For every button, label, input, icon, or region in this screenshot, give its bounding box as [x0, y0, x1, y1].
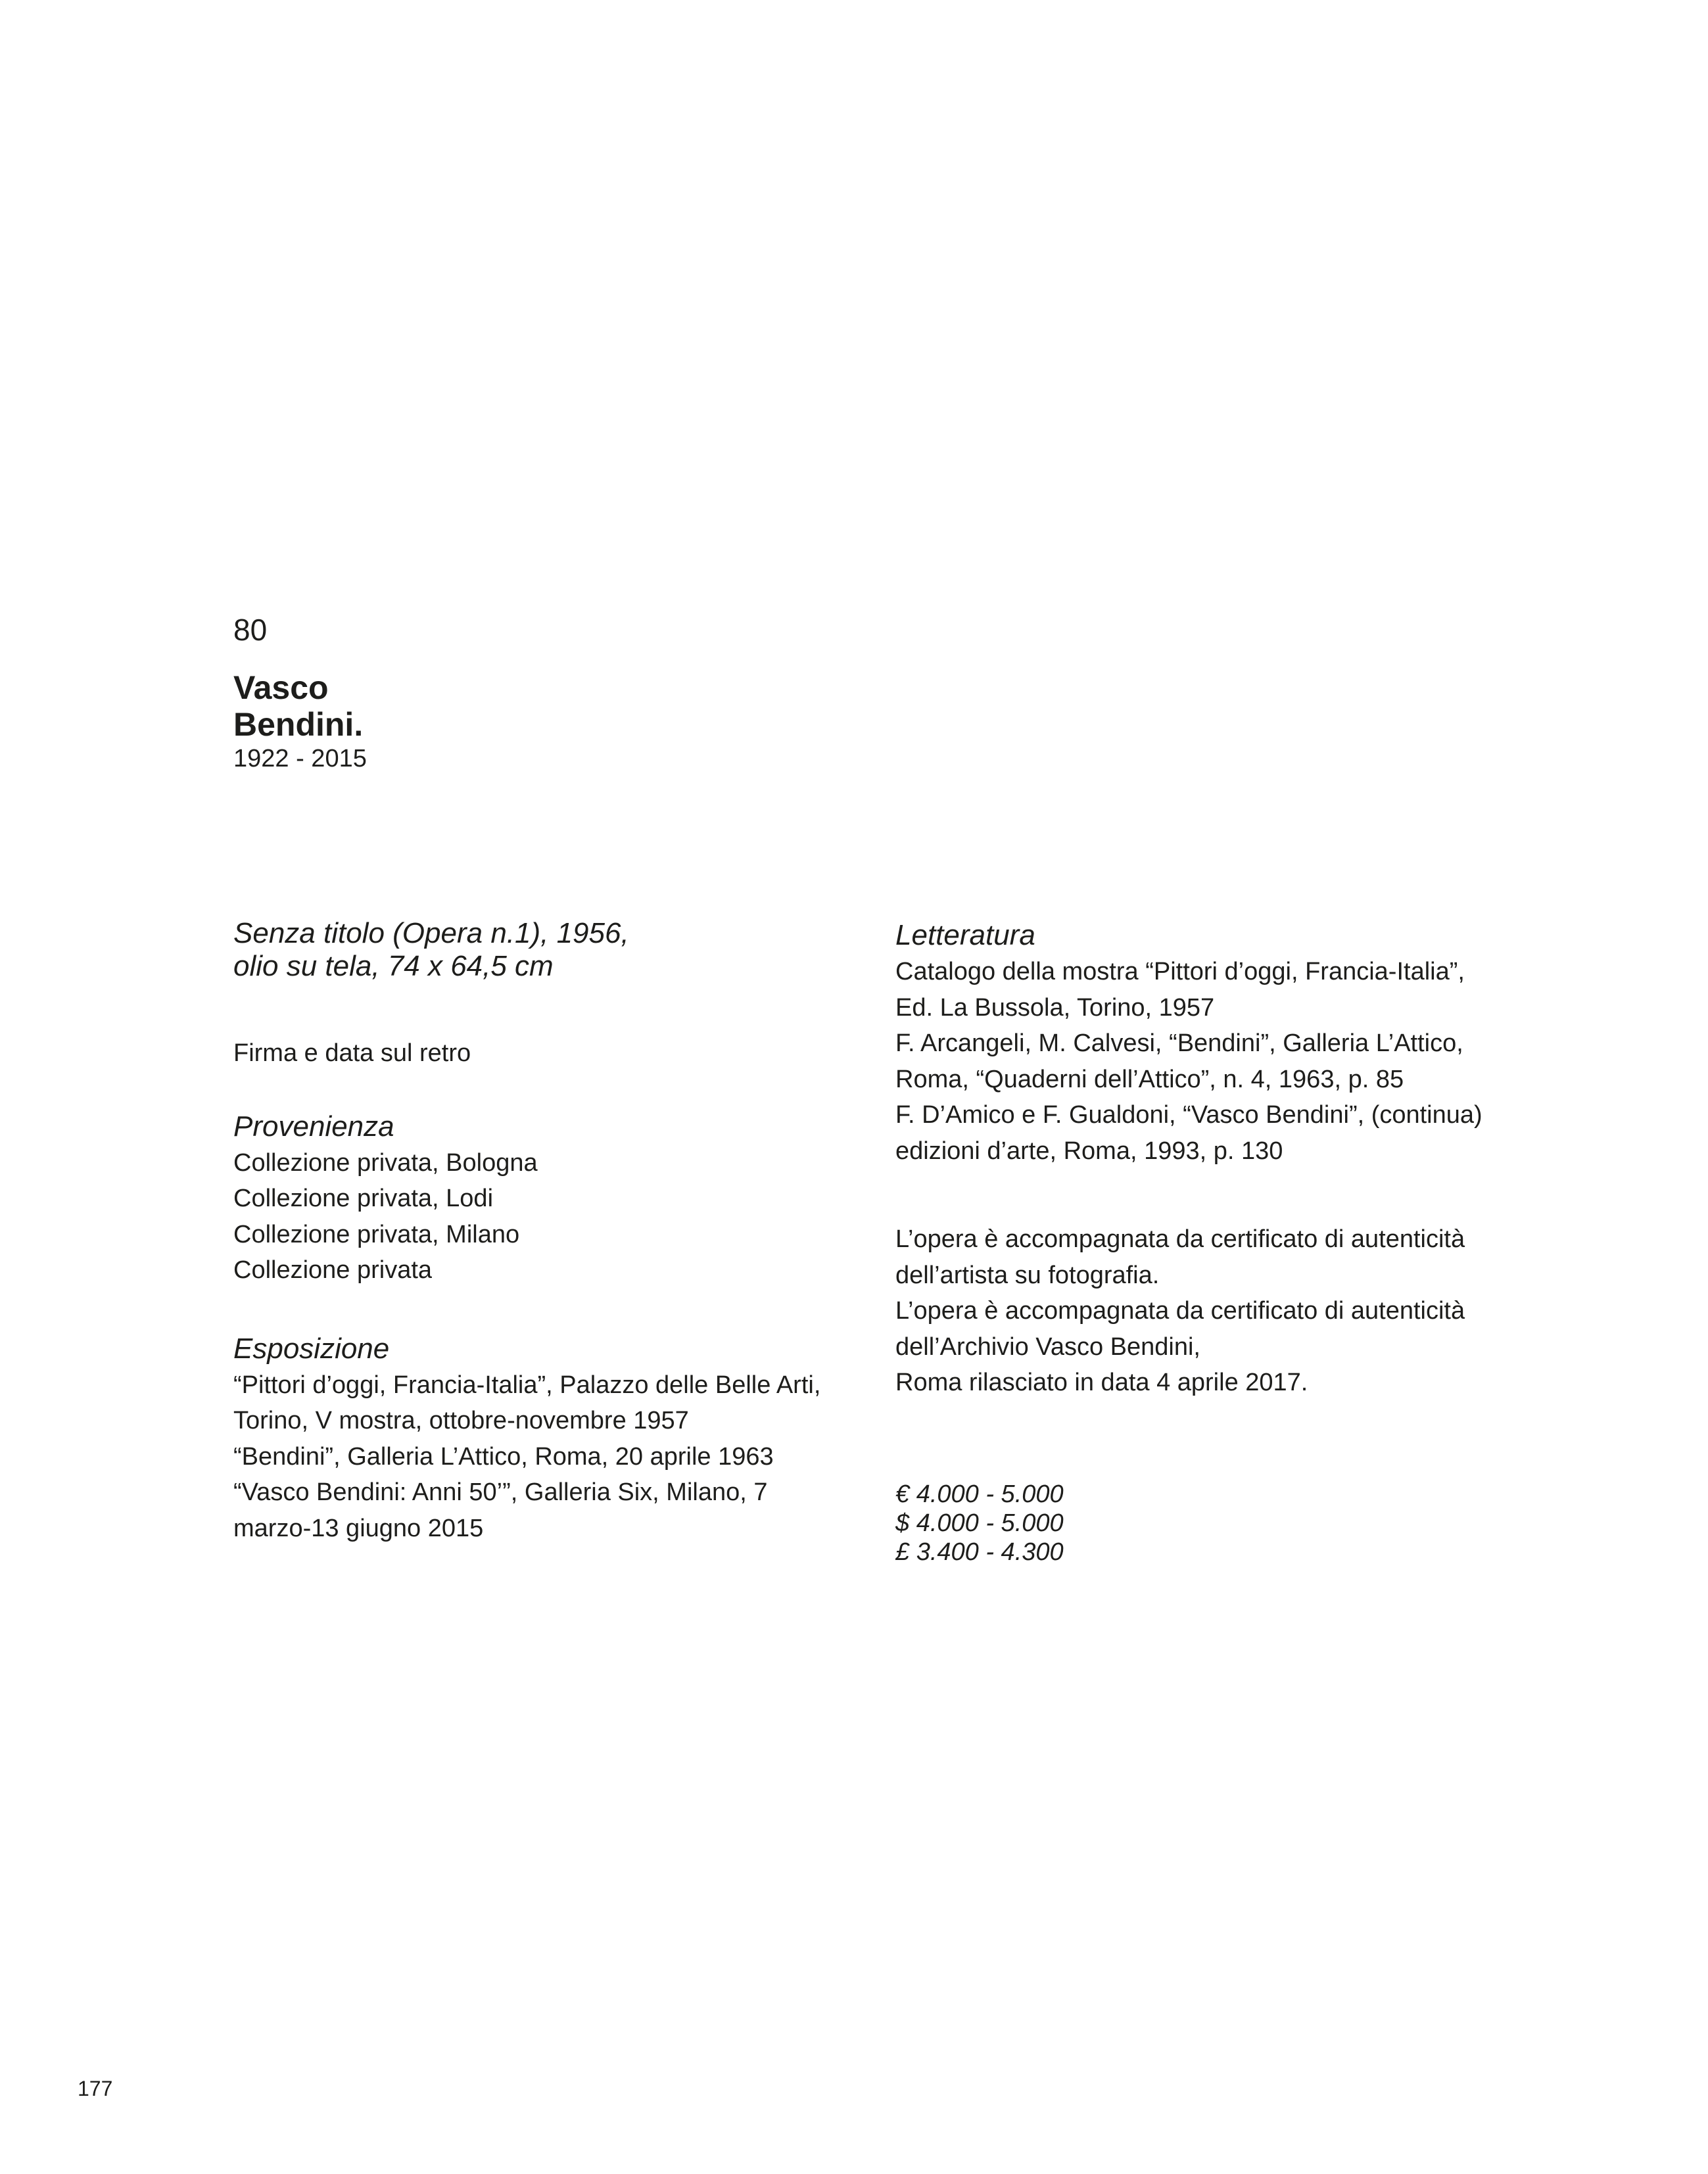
provenance-item: Collezione privata, Milano — [233, 1220, 520, 1248]
estimate-gbp: £ 3.400 - 4.300 — [895, 1538, 1064, 1566]
artwork-title — [233, 917, 851, 983]
certificate-line: L’opera è accompagnata da certificato di autenticità — [895, 1297, 1465, 1325]
provenance-item: Collezione privata, Bologna — [233, 1148, 538, 1177]
literature-line: F. Arcangeli, M. Calvesi, “Bendini”, Galleria L’Attico, — [895, 1029, 1463, 1057]
literature-heading: Letteratura — [895, 919, 1035, 951]
exhibition-line: “Pittori d’oggi, Francia-Italia”, Palazzo delle Belle Arti, — [233, 1371, 821, 1399]
certificates-section — [895, 1221, 1527, 1401]
certificate-line: L’opera è accompagnata da certificato di autenticità — [895, 1225, 1465, 1253]
literature-line: Roma, “Quaderni dell’Attico”, n. 4, 1963, p. 85 — [895, 1065, 1404, 1093]
left-column — [233, 917, 851, 1546]
provenance-section — [233, 1108, 851, 1288]
certificate-line: Roma rilasciato in data 4 aprile 2017. — [895, 1369, 1308, 1396]
literature-line: F. D’Amico e F. Gualdoni, “Vasco Bendini”, (continua) — [895, 1101, 1483, 1129]
exhibitions-heading: Esposizione — [233, 1332, 390, 1365]
artist-last-name: Bendini. — [233, 706, 364, 743]
literature-section — [895, 917, 1527, 1169]
literature-line: edizioni d’arte, Roma, 1993, p. 130 — [895, 1137, 1283, 1165]
exhibition-line: “Vasco Bendini: Anni 50’”, Galleria Six, Milano, 7 — [233, 1478, 768, 1506]
signature-note: Firma e data sul retro — [233, 1039, 471, 1067]
provenance-heading: Provenienza — [233, 1110, 394, 1143]
exhibitions-section — [233, 1331, 851, 1547]
artist-dates: 1922 - 2015 — [233, 745, 367, 772]
certificate-line: dell’artista su fotografia. — [895, 1261, 1160, 1289]
literature-line: Ed. La Bussola, Torino, 1957 — [895, 993, 1215, 1022]
lot-number: 80 — [233, 613, 268, 647]
exhibition-line: Torino, V mostra, ottobre-novembre 1957 — [233, 1407, 689, 1434]
artist-name — [233, 669, 628, 743]
provenance-item: Collezione privata — [233, 1256, 433, 1284]
estimates-section — [895, 1480, 1527, 1567]
estimate-eur: € 4.000 - 5.000 — [895, 1480, 1064, 1508]
artwork-title-line: Senza titolo (Opera n.1), 1956, — [233, 917, 629, 949]
right-column — [895, 917, 1527, 1567]
literature-line: Catalogo della mostra “Pittori d’oggi, Francia-Italia”, — [895, 958, 1465, 985]
artist-first-name: Vasco — [233, 669, 329, 706]
provenance-item: Collezione privata, Lodi — [233, 1185, 494, 1212]
estimate-usd: $ 4.000 - 5.000 — [895, 1509, 1064, 1537]
certificate-line: dell’Archivio Vasco Bendini, — [895, 1333, 1200, 1361]
exhibition-line: marzo-13 giugno 2015 — [233, 1514, 484, 1542]
artwork-medium-line: olio su tela, 74 x 64,5 cm — [233, 950, 554, 982]
page-number: 177 — [78, 2077, 113, 2100]
exhibition-line: “Bendini”, Galleria L’Attico, Roma, 20 aprile 1963 — [233, 1442, 774, 1471]
